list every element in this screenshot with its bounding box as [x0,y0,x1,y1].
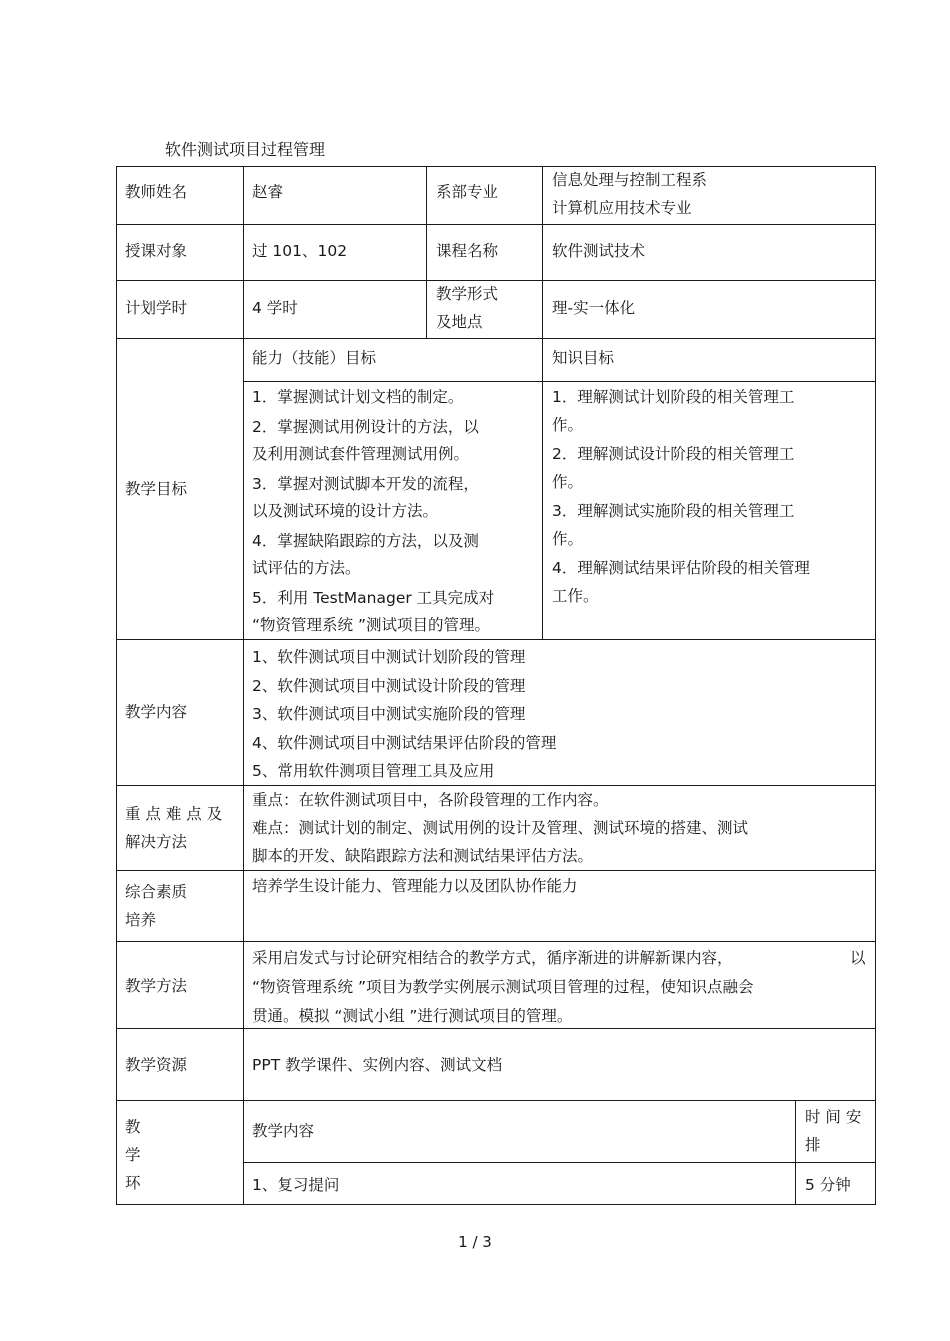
audience-value: 过 101、102 [252,242,348,260]
content-item: 2、软件测试项目中测试设计阶段的管理 [252,676,526,695]
audience-label: 授课对象 [125,242,188,260]
resources-label: 教学资源 [125,1056,188,1074]
dept-value: 信息处理与控制工程系 计算机应用技术专业 [552,171,708,217]
process-label: 教 学 环 [125,1118,141,1192]
resources-value: PPT 教学课件、实例内容、测试文档 [252,1056,503,1074]
process-time-header: 时 间 安 排 [805,1108,862,1154]
hours-value: 4 学时 [252,299,298,317]
content-item: 1、软件测试项目中测试计划阶段的管理 [252,648,526,666]
knowledge-item: 4．理解测试结果评估阶段的相关管理 [552,559,810,577]
ability-item: 以及测试环境的设计方法。 [252,502,439,520]
knowledge-header: 知识目标 [552,349,615,367]
content-item: 4、软件测试项目中测试结果评估阶段的管理 [252,733,557,752]
process-row-content: 1、复习提问 [252,1176,340,1194]
knowledge-item: 作。 [552,415,584,434]
content-label: 教学内容 [125,703,188,721]
course-label: 课程名称 [436,242,499,260]
teacher-value: 赵睿 [252,183,284,201]
keypoints-text: 重点：在软件测试项目中，各阶段管理的工作内容。 难点：测试计划的制定、测试用例的设计及管理、测试环境的搭建、测试 脚本的开发、缺陷跟踪方法和测试结果评估方法。 [252,791,749,865]
page-number: 1 / 3 [458,1233,492,1251]
knowledge-item: 工作。 [552,586,599,605]
quality-value: 培养学生设计能力、管理能力以及团队协作能力 [252,877,578,895]
content-list [252,643,556,786]
ability-list [252,384,494,640]
keypoints-label: 重 点 难 点 及 解决方法 [125,805,223,851]
knowledge-item: 1．理解测试计划阶段的相关管理工 [552,388,795,406]
quality-label: 综合素质 培养 [125,883,188,929]
form-value: 理-实一体化 [552,299,636,317]
content-item: 3、软件测试项目中测试实施阶段的管理 [252,705,526,724]
method-line-end: 以 [850,949,866,967]
ability-item: 试评估的方法。 [252,559,361,577]
ability-header: 能力（技能）目标 [252,349,377,367]
teacher-label: 教师姓名 [125,183,188,201]
objectives-label: 教学目标 [125,480,188,498]
hours-label: 计划学时 [125,299,188,317]
knowledge-item: 3．理解测试实施阶段的相关管理工 [552,502,795,520]
method-text: 采用启发式与讨论研究相结合的教学方式，循序渐进的讲解新课内容， “物资管理系统 ”项目为教学实例展示测试项目管理的过程，使知识点融会 贯通。模拟 “测试小组 ”进行测试项目的管理。 [252,949,754,1025]
form-label: 教学形式 及地点 [436,285,499,331]
course-value: 软件测试技术 [552,242,646,260]
knowledge-item: 作。 [552,472,584,491]
ability-item: 5．利用 TestManager 工具完成对 [252,588,495,607]
knowledge-item: 2．理解测试设计阶段的相关管理工 [552,445,795,463]
ability-item: 4．掌握缺陷跟踪的方法，以及测 [252,531,479,550]
knowledge-list [552,384,810,610]
process-row-time: 5 分钟 [805,1176,851,1194]
dept-label: 系部专业 [436,183,499,201]
knowledge-item: 作。 [552,529,584,548]
ability-item: 3．掌握对测试脚本开发的流程， [252,474,479,493]
page-title: 软件测试项目过程管理 [165,140,326,159]
ability-item: 2．掌握测试用例设计的方法，以 [252,417,479,436]
content-item: 5、常用软件测项目管理工具及应用 [252,762,495,781]
ability-item: 1．掌握测试计划文档的制定。 [252,388,464,406]
process-content-header: 教学内容 [252,1122,315,1140]
ability-item: “物资管理系统 ”测试项目的管理。 [252,616,490,634]
ability-item: 及利用测试套件管理测试用例。 [252,445,470,463]
method-label: 教学方法 [125,977,188,995]
